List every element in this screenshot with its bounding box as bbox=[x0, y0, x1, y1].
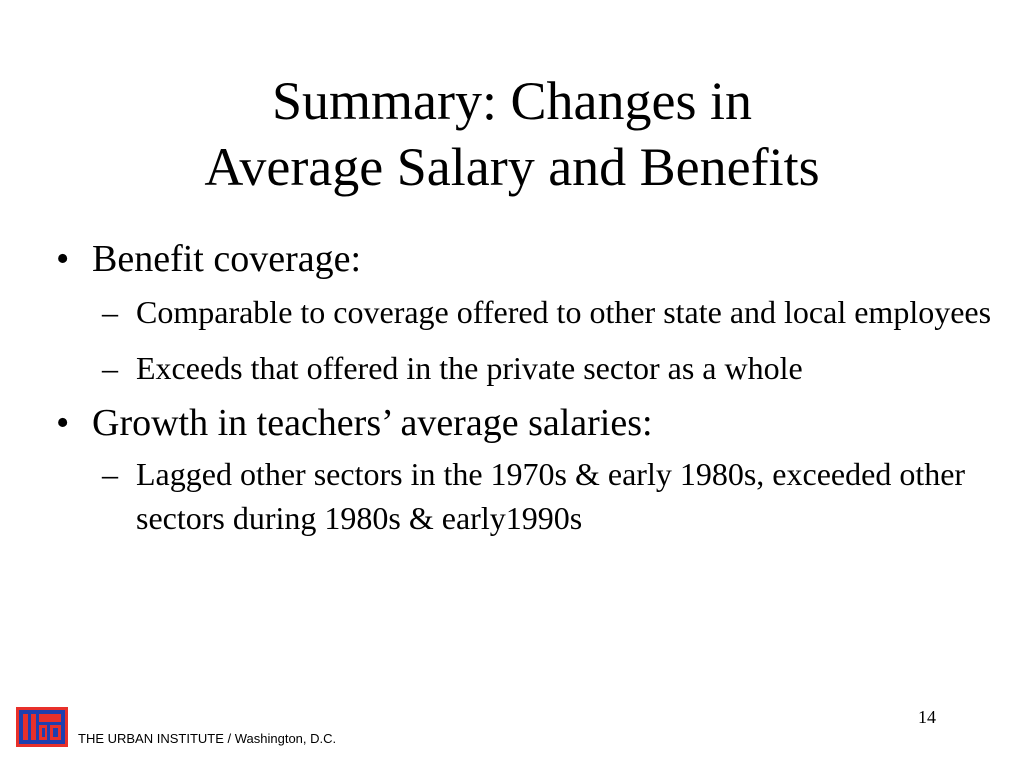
dash-marker: – bbox=[102, 294, 118, 330]
title-line-1: Summary: Changes in bbox=[272, 71, 752, 131]
title-line-2: Average Salary and Benefits bbox=[204, 137, 820, 197]
sub-bullet-item bbox=[56, 452, 996, 540]
footer-org-text: THE URBAN INSTITUTE / Washington, D.C. bbox=[78, 731, 337, 746]
sub-bullet-text: Lagged other sectors in the 1970s & early 1980s, exceeded other sectors during 1980s & early1990s bbox=[136, 456, 966, 536]
sub-bullet-text: Exceeds that offered in the private sector as a whole bbox=[136, 350, 803, 386]
dash-marker: – bbox=[102, 456, 118, 492]
bullet-list bbox=[56, 236, 996, 540]
bullet-marker: • bbox=[56, 238, 70, 280]
sub-bullet-item bbox=[56, 290, 996, 334]
bullet-item bbox=[56, 236, 996, 282]
page-number: 14 bbox=[918, 707, 936, 727]
urban-institute-logo-icon bbox=[16, 707, 68, 747]
dash-marker: – bbox=[102, 350, 118, 386]
bullet-item bbox=[56, 400, 996, 446]
sub-bullet-item bbox=[56, 346, 996, 390]
bullet-text: Benefit coverage: bbox=[92, 238, 362, 280]
bullet-marker: • bbox=[56, 402, 70, 444]
bullet-text: Growth in teachers’ average salaries: bbox=[92, 402, 653, 444]
slide-title bbox=[0, 68, 1024, 200]
sub-bullet-text: Comparable to coverage offered to other state and local employees bbox=[136, 294, 992, 330]
